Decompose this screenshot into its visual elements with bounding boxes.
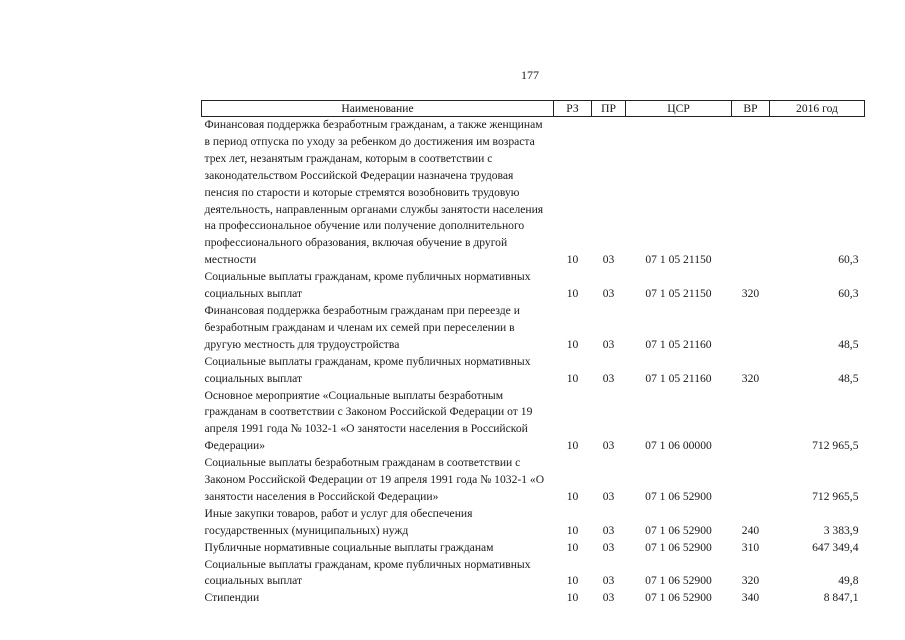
row-csr: 07 1 05 21150 (645, 287, 712, 301)
header-row (202, 101, 865, 117)
row-csr: 07 1 06 52900 (645, 591, 712, 605)
header-rz: РЗ (554, 101, 592, 117)
row-vr (732, 455, 770, 506)
row-name: Социальные выплаты гражданам, кроме публичных нормативных социальных выплат (204, 354, 531, 385)
table-row (202, 354, 865, 388)
row-sum: 48,5 (838, 337, 859, 351)
row-pr: 03 (602, 371, 615, 385)
budget-table (201, 100, 865, 607)
row-pr: 03 (602, 439, 615, 453)
row-csr: 07 1 06 52900 (645, 523, 712, 537)
row-sum: 712 965,5 (812, 439, 859, 453)
row-rz: 10 (566, 523, 579, 537)
row-pr: 03 (602, 253, 615, 267)
row-vr (732, 117, 770, 270)
table-row (202, 269, 865, 303)
table-row (202, 303, 865, 354)
row-name: Финансовая поддержка безработным гражданам при переезде и безработным гражданам и членам их семей при переселении в другую местность для трудоустройства (204, 303, 520, 351)
row-pr: 03 (602, 489, 615, 503)
row-rz: 10 (566, 489, 579, 503)
row-csr: 07 1 06 52900 (645, 489, 712, 503)
row-vr (732, 303, 770, 354)
row-csr: 07 1 05 21150 (645, 253, 712, 267)
row-rz: 10 (566, 439, 579, 453)
row-rz: 10 (566, 371, 579, 385)
row-sum: 8 847,1 (823, 591, 859, 605)
row-sum: 712 965,5 (812, 489, 859, 503)
row-pr: 03 (602, 337, 615, 351)
row-vr: 310 (741, 540, 760, 554)
row-sum: 49,8 (838, 574, 859, 588)
row-csr: 07 1 05 21160 (645, 337, 712, 351)
row-vr: 340 (741, 591, 760, 605)
table-row (202, 557, 865, 591)
row-csr: 07 1 06 00000 (645, 439, 712, 453)
row-vr: 320 (741, 574, 760, 588)
row-rz: 10 (566, 574, 579, 588)
row-name: Социальные выплаты гражданам, кроме публичных нормативных социальных выплат (204, 270, 531, 301)
row-sum: 60,3 (838, 287, 859, 301)
row-vr (732, 388, 770, 456)
row-sum: 647 349,4 (812, 540, 859, 554)
row-sum: 48,5 (838, 371, 859, 385)
row-name: Основное мероприятие «Социальные выплаты безработным гражданам в соответствии с Законом Российской Федерации от 19 апреля 1991 года № 1032-1 «О занятости населения в Российской Федерации» (204, 388, 533, 453)
row-name: Иные закупки товаров, работ и услуг для обеспечения государственных (муниципальных) нужд (204, 506, 473, 537)
page-number: 177 (521, 68, 539, 82)
table-header (202, 101, 865, 117)
row-pr: 03 (602, 591, 615, 605)
row-vr: 320 (741, 287, 760, 301)
row-name: Стипендии (204, 591, 260, 605)
header-csr: ЦСР (626, 101, 732, 117)
table-row (202, 506, 865, 540)
header-pr: ПР (592, 101, 626, 117)
row-name: Финансовая поддержка безработным гражданам, а также женщинам в период отпуска по уходу за ребенком до достижения им возраста трех лет, незанятым гражданам, которым в соответствии с законодательством Российской Федерации назначена трудовая пенсия по старости и которые стремятся возобновить трудовую деятельность, направленным органами службы занятости населения на профессиональное обучение или получение дополнительного профессионального образования, включая обучение в другой местности (204, 118, 544, 267)
table-row (202, 540, 865, 557)
table-row (202, 455, 865, 506)
row-name: Социальные выплаты гражданам, кроме публичных нормативных социальных выплат (204, 557, 531, 588)
table-row (202, 117, 865, 270)
row-pr: 03 (602, 523, 615, 537)
row-rz: 10 (566, 253, 579, 267)
row-csr: 07 1 06 52900 (645, 574, 712, 588)
row-sum: 60,3 (838, 253, 859, 267)
row-pr: 03 (602, 574, 615, 588)
row-name: Социальные выплаты безработным гражданам в соответствии с Законом Российской Федерации от 19 апреля 1991 года № 1032-1 «О занятости населения в Российской Федерации» (204, 456, 545, 503)
row-pr: 03 (602, 540, 615, 554)
row-pr: 03 (602, 287, 615, 301)
row-csr: 07 1 05 21160 (645, 371, 712, 385)
row-name: Публичные нормативные социальные выплаты гражданам (204, 540, 494, 554)
row-rz: 10 (566, 540, 579, 554)
table-row (202, 590, 865, 607)
table-row (202, 388, 865, 456)
row-csr: 07 1 06 52900 (645, 540, 712, 554)
header-year: 2016 год (770, 101, 865, 117)
header-name: Наименование (202, 101, 554, 117)
row-sum: 3 383,9 (823, 523, 859, 537)
row-rz: 10 (566, 591, 579, 605)
row-vr: 240 (741, 523, 760, 537)
header-vr: ВР (732, 101, 770, 117)
row-rz: 10 (566, 287, 579, 301)
row-rz: 10 (566, 337, 579, 351)
table-body (202, 117, 865, 608)
row-vr: 320 (741, 371, 760, 385)
